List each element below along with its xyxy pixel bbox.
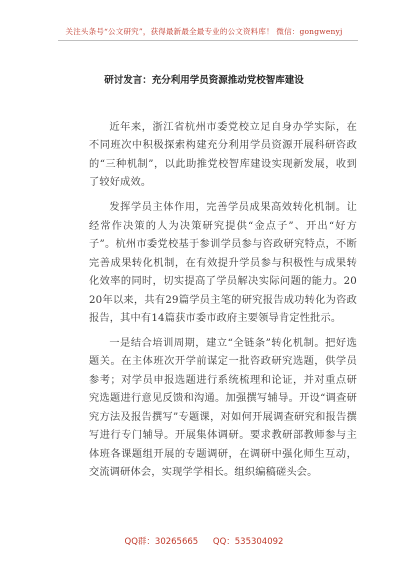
header-banner: 关注头条号“公文研究”，获得最新最全最专业的公文资料库！ 微信：gongwenyj [65,27,343,36]
paragraph-full-chain: 一是结合培训周期，建立“全链条”转化机制。把好选题关。在主体班次开学前谋定一批咨政研究选题，供学员参考；对学员申报选题进行系统梳理和论证，并对重点研究选题进行意见反馈和沟通。加强撰写辅导。开设“调查研究方法及报告撰写”专题课，对如何开展调查研究和报告撰写进行专门辅导。开展集体调研。要求教研部教师参与主体班各课题组开展的专题调研，在调研中强化师生互动，交流调研体会，实现学学相长。组织编稿磋头会。 [89,337,357,479]
header-divider [58,40,358,41]
paragraph-intro: 近年来，浙江省杭州市委党校立足自身办学实际，在不同班次中积极探索构建充分利用学员资源开展科研咨政的“三种机制”，以此助推党校智库建设实现新发展，收到了较好成效。 [89,122,357,189]
document-title: 研讨发言：充分利用学员资源推动党校智库建设 [104,75,304,86]
footer-qq-group: QQ群：30265665 [124,537,199,547]
document-body [89,119,357,483]
footer-qq-number: QQ：535304092 [212,537,284,547]
footer-contact [0,535,408,547]
paragraph-mechanism: 发挥学员主体作用，完善学员成果高效转化机制。让经常作决策的人为决策研究提供“金点子”、开出“好方子”。杭州市委党校基于参训学员参与咨政研究特点，不断完善成果转化机制，在有效提升学员参与积极性与成果转化效率的同时，切实提高了学员解决实际问题的能力。2020年以来，共有29篇学员主笔的研究报告成功转化为咨政报告，其中有14篇获市委市政府主要领导肯定性批示。 [89,202,357,325]
